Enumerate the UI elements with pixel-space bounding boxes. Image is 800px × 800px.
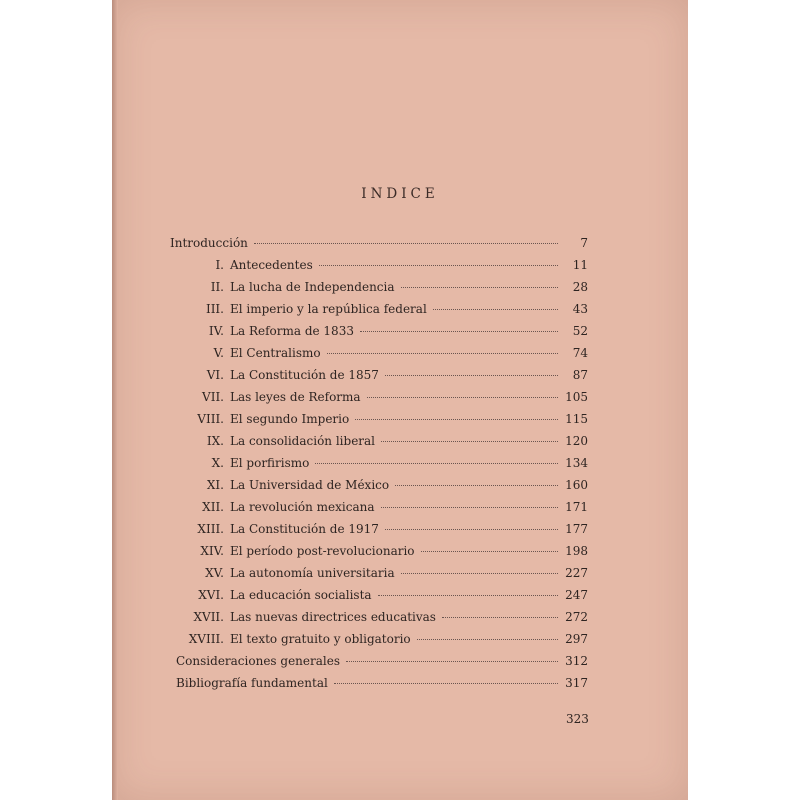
toc-leader-dots <box>442 617 558 618</box>
toc-leader-dots <box>378 595 558 596</box>
toc-entry-label: La Reforma de 1833 <box>230 324 354 338</box>
toc-entry-number: VI. <box>206 368 224 382</box>
toc-entry-page: 134 <box>565 456 588 470</box>
toc-entry-label: La consolidación liberal <box>230 434 376 448</box>
toc-entry-number: XIV. <box>200 544 224 558</box>
toc-entry-page: 317 <box>565 676 588 690</box>
toc-entry-label: La Constitución de 1917 <box>230 522 379 536</box>
toc-entry-number: XVII. <box>193 610 224 624</box>
toc-entry-number: XI. <box>206 478 224 492</box>
toc-entry-label: Las leyes de Reforma <box>230 390 361 404</box>
toc-entry <box>170 566 588 586</box>
toc-entry-page: 74 <box>572 346 588 360</box>
toc-entry <box>170 522 588 542</box>
toc-leader-dots <box>327 353 558 354</box>
toc-leader-dots <box>385 529 558 530</box>
toc-entry-number: I. <box>215 258 224 272</box>
toc-entry-page: 272 <box>565 610 588 624</box>
toc-entry-label: El segundo Imperio <box>230 412 350 426</box>
toc-entry <box>170 434 588 454</box>
toc-entry-label: La autonomía universitaria <box>230 566 395 580</box>
toc-leader-dots <box>401 573 558 574</box>
toc-entry-label: La lucha de Independencia <box>230 280 395 294</box>
toc-leader-dots <box>319 265 558 266</box>
page-number: 323 <box>566 712 589 726</box>
toc-entry-label: Consideraciones generales <box>176 654 340 668</box>
toc-entry <box>170 258 588 278</box>
toc-entry <box>170 478 588 498</box>
toc-leader-dots <box>421 551 558 552</box>
toc-leader-dots <box>417 639 558 640</box>
toc-entry <box>170 236 588 256</box>
toc-entry-label: Introducción <box>170 236 248 250</box>
toc-entry <box>170 544 588 564</box>
toc-entry-page: 171 <box>565 500 588 514</box>
toc-entry-label: El Centralismo <box>230 346 321 360</box>
toc-entry-label: Bibliografía fundamental <box>176 676 328 690</box>
toc-entry-page: 198 <box>565 544 588 558</box>
toc-entry-label: La Constitución de 1857 <box>230 368 379 382</box>
toc-entry-label: La Universidad de México <box>230 478 390 492</box>
toc-leader-dots <box>315 463 558 464</box>
toc-entry <box>170 610 588 630</box>
toc-leader-dots <box>381 507 558 508</box>
toc-entry-label: La educación socialista <box>230 588 372 602</box>
toc-entry-number: IX. <box>206 434 224 448</box>
toc-entry-number: V. <box>213 346 224 360</box>
toc-entry-page: 120 <box>565 434 588 448</box>
toc-entry <box>176 654 588 674</box>
toc-entry-page: 105 <box>565 390 588 404</box>
toc-entry <box>170 456 588 476</box>
toc-entry-page: 177 <box>565 522 588 536</box>
toc-entry-number: IV. <box>208 324 224 338</box>
toc-leader-dots <box>433 309 558 310</box>
toc-entry <box>176 676 588 696</box>
toc-entry-number: XVIII. <box>188 632 224 646</box>
toc-leader-dots <box>385 375 558 376</box>
page-gutter <box>112 0 118 800</box>
toc-entry-number: II. <box>210 280 224 294</box>
toc-entry-page: 7 <box>580 236 588 250</box>
toc-entry-label: El período post-revolucionario <box>230 544 415 558</box>
toc-leader-dots <box>395 485 558 486</box>
toc-entry-page: 227 <box>565 566 588 580</box>
toc-entry-page: 115 <box>565 412 588 426</box>
toc-entry-number: III. <box>205 302 224 316</box>
toc-entry-number: XIII. <box>197 522 224 536</box>
toc-entry-number: XII. <box>202 500 224 514</box>
toc-entry-page: 43 <box>572 302 588 316</box>
toc-leader-dots <box>254 243 558 244</box>
toc-entry <box>170 390 588 410</box>
toc-entry-number: XV. <box>205 566 224 580</box>
toc-entry-label: El imperio y la república federal <box>230 302 427 316</box>
toc-entry-number: XVI. <box>198 588 224 602</box>
toc-entry <box>170 632 588 652</box>
toc-entry-number: VIII. <box>197 412 224 426</box>
toc-entry <box>170 280 588 300</box>
toc-entry-label: Las nuevas directrices educativas <box>230 610 436 624</box>
toc-entry-label: La revolución mexicana <box>230 500 375 514</box>
toc-leader-dots <box>360 331 558 332</box>
toc-entry-page: 297 <box>565 632 588 646</box>
toc-entry-page: 247 <box>565 588 588 602</box>
toc-leader-dots <box>401 287 558 288</box>
toc-entry <box>170 588 588 608</box>
toc-entry-page: 160 <box>565 478 588 492</box>
toc-entry-page: 87 <box>572 368 588 382</box>
toc-entry-page: 312 <box>565 654 588 668</box>
toc-leader-dots <box>334 683 558 684</box>
toc-entry <box>170 500 588 520</box>
toc-entry-label: Antecedentes <box>230 258 313 272</box>
toc-leader-dots <box>367 397 558 398</box>
toc-entry-label: El porfirismo <box>230 456 310 470</box>
toc-entry <box>170 302 588 322</box>
toc-entry-number: X. <box>211 456 224 470</box>
toc-leader-dots <box>355 419 558 420</box>
toc-entry <box>170 368 588 388</box>
toc-entry-number: VII. <box>202 390 224 404</box>
toc-leader-dots <box>346 661 558 662</box>
toc-leader-dots <box>381 441 558 442</box>
toc-entry <box>170 324 588 344</box>
toc-entry <box>170 346 588 366</box>
toc-entry-page: 11 <box>572 258 588 272</box>
toc-entry <box>170 412 588 432</box>
toc-entry-page: 52 <box>572 324 588 338</box>
toc-entry-label: El texto gratuito y obligatorio <box>230 632 411 646</box>
page-title: INDICE <box>361 186 439 202</box>
toc-entry-page: 28 <box>572 280 588 294</box>
